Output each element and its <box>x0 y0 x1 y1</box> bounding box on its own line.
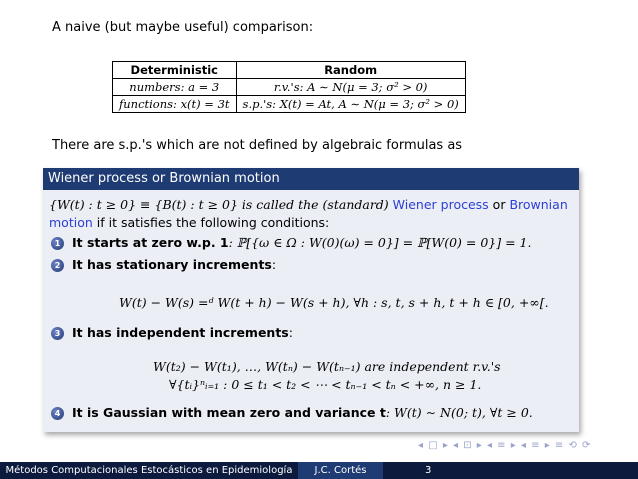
independent-equation-2: ∀{tᵢ}ⁿᵢ₌₁ : 0 ≤ t₁ < t₂ < ⋯ < tₙ₋₁ < tₙ < +∞, n ≥ 1. <box>169 377 482 392</box>
block-title: Wiener process or Brownian motion <box>43 168 579 190</box>
item-number-icon: 3 <box>51 327 64 340</box>
table-cell: numbers: a = 3 <box>113 79 237 96</box>
brownian-link[interactable]: Brownian <box>509 197 568 212</box>
note-text: There are s.p.'s which are not defined by algebraic formulas as <box>52 138 463 153</box>
item-heading: It has independent increments <box>72 325 289 340</box>
independent-equation-1: W(t₂) − W(t₁), …, W(tₙ) − W(tₙ₋₁) are independent r.v.'s <box>153 359 501 374</box>
item-formula: : <box>288 325 293 340</box>
table-row <box>113 96 466 113</box>
header-deterministic: Deterministic <box>113 62 237 79</box>
or-text: or <box>492 197 506 212</box>
definition-block <box>43 168 579 432</box>
intro-text: A naive (but maybe useful) comparison: <box>52 20 314 35</box>
item-number-icon: 4 <box>51 407 64 420</box>
list-item <box>51 256 276 274</box>
item-formula: : W(t) ∼ N(0; t), ∀t ≥ 0. <box>385 405 533 420</box>
motion-link[interactable]: motion <box>49 215 93 230</box>
table-cell: r.v.'s: A ∼ N(μ = 3; σ² > 0) <box>236 79 465 96</box>
item-formula: : ℙ[{ω ∈ Ω : W(0)(ω) = 0}] = ℙ[W(0) = 0}] = 1. <box>228 235 532 250</box>
definition-end: if it satisfies the following conditions: <box>96 215 330 230</box>
definition-start: {W(t) : t ≥ 0} ≡ {B(t) : t ≥ 0} is called the (standard) <box>49 197 389 212</box>
header-random: Random <box>236 62 465 79</box>
table-header-row <box>113 62 466 79</box>
item-heading: It has stationary increments <box>72 257 272 272</box>
wiener-link[interactable]: Wiener process <box>392 197 489 212</box>
list-item <box>51 404 533 422</box>
table-cell: s.p.'s: X(t) = At, A ∼ N(μ = 3; σ² > 0) <box>236 96 465 113</box>
item-heading: It is Gaussian with mean zero and variance t <box>72 405 386 420</box>
beamer-navigation-icons[interactable]: ◂ □ ▸ ◂ ⊡ ▸ ◂ ≡ ▸ ◂ ≡ ▸ ≡ ⟲ ⟳ <box>418 440 592 451</box>
list-item <box>51 234 531 252</box>
item-number-icon: 2 <box>51 259 64 272</box>
table-cell: functions: x(t) = 3t <box>113 96 237 113</box>
footer-course-title: Métodos Computacionales Estocásticos en Epidemiología <box>0 462 298 479</box>
footer-page-number: 3 <box>383 462 638 479</box>
stationary-equation: W(t) − W(s) =ᵈ W(t + h) − W(s + h), ∀h : s, t, s + h, t + h ∈ [0, +∞[. <box>119 295 549 310</box>
item-heading: It starts at zero w.p. 1 <box>72 235 229 250</box>
list-item <box>51 324 293 342</box>
item-number-icon: 1 <box>51 237 64 250</box>
footer <box>0 462 638 479</box>
footer-author: J.C. Cortés <box>298 462 383 479</box>
comparison-table <box>112 61 466 113</box>
definition-text <box>49 196 573 232</box>
item-formula: : <box>271 257 277 272</box>
block-body <box>43 190 579 432</box>
table-row <box>113 79 466 96</box>
